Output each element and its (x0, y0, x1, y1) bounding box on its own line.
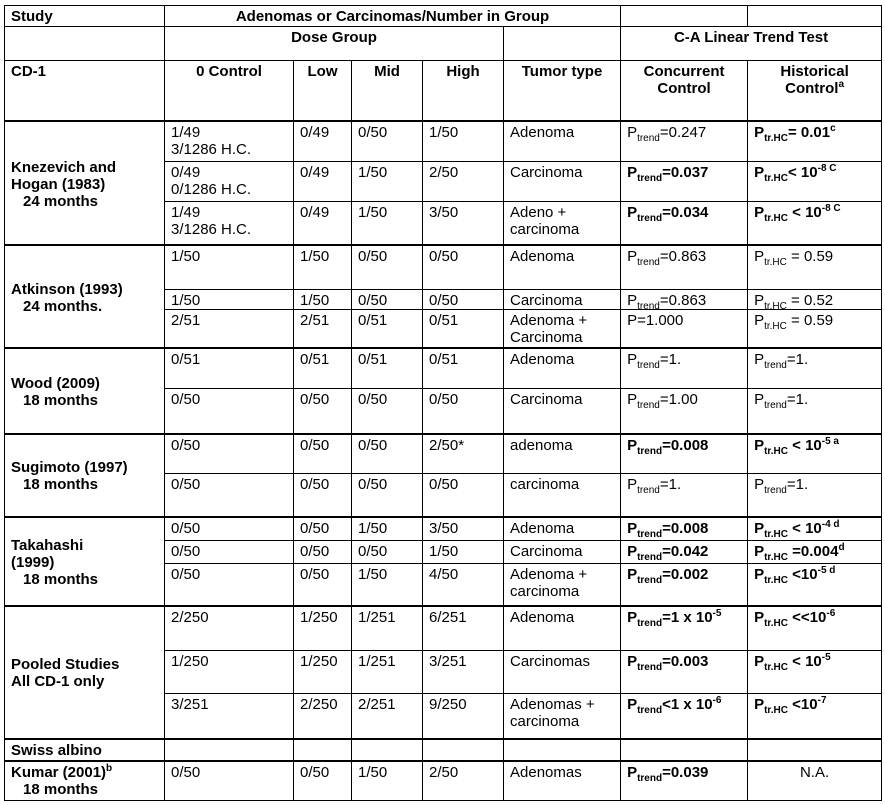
historical-control-p: $P_{tr.HC} = 0.52$ (748, 290, 882, 310)
control-value: 0/50 (165, 761, 294, 800)
control-value: 3/251 (165, 694, 294, 739)
strain-label-swiss: Swiss albino (5, 739, 165, 761)
concurrent-control-p: $P_{trend}=0.037$ (621, 162, 748, 202)
table-row (5, 121, 882, 161)
high-value: 0/50 (423, 290, 504, 310)
low-value: 0/49 (294, 202, 352, 245)
control-value: 0/50 (165, 540, 294, 563)
historical-control-p: N.A. (748, 761, 882, 800)
concurrent-control-p: $P_{trend}=0.039$ (621, 761, 748, 800)
high-value: 0/50 (423, 245, 504, 289)
high-value: 0/51 (423, 310, 504, 348)
tumor-type: carcinoma (504, 474, 621, 517)
concurrent-control-p: $P_{trend}=0.863$ (621, 245, 748, 289)
concurrent-control-p: $P_{trend}=0.863$ (621, 290, 748, 310)
mid-value: 1/251 (352, 606, 423, 650)
high-value: 9/250 (423, 694, 504, 739)
tumor-type: Carcinoma (504, 290, 621, 310)
mid-value: 1/50 (352, 761, 423, 800)
header-row-3 (5, 61, 882, 121)
mid-value: 2/251 (352, 694, 423, 739)
historical-control-p: $P_{tr.HC} <<10^{-6}$ (748, 606, 882, 650)
empty-header-cell (621, 6, 748, 27)
historical-control-p: $P_{tr.HC}< 10^{-8 C}$ (748, 162, 882, 202)
concurrent-control-p: P=1.000 (621, 310, 748, 348)
low-value: 0/51 (294, 348, 352, 388)
mid-value: 0/50 (352, 121, 423, 161)
mid-value: 0/50 (352, 388, 423, 433)
historical-control-p: $P_{tr.HC} <10^{-7}$ (748, 694, 882, 739)
mid-header: Mid (352, 61, 423, 121)
historical-control-p: $P_{tr.HC} < 10^{-4 d}$ (748, 517, 882, 540)
tumor-type: Carcinoma (504, 540, 621, 563)
low-value: 0/50 (294, 474, 352, 517)
mid-value: 1/251 (352, 650, 423, 693)
tumor-type: Adenoma (504, 245, 621, 289)
control-value: 1/49 3/1286 H.C. (165, 202, 294, 245)
mid-value: 0/50 (352, 290, 423, 310)
mid-value: 0/50 (352, 474, 423, 517)
high-value: 6/251 (423, 606, 504, 650)
mid-value: 0/50 (352, 245, 423, 289)
high-value: 1/50 (423, 121, 504, 161)
high-value: 3/50 (423, 517, 504, 540)
study-name-kumar: Kumar $(2001)^b$ 18 months (5, 761, 165, 800)
mid-value: 1/50 (352, 564, 423, 606)
historical-control-p: $P_{tr.HC}= 0.01^c$ (748, 121, 882, 161)
mid-value: 0/50 (352, 540, 423, 563)
low-value: 1/50 (294, 290, 352, 310)
low-value: 0/50 (294, 540, 352, 563)
low-value: 0/49 (294, 162, 352, 202)
high-value: 0/51 (423, 348, 504, 388)
mid-value: 0/51 (352, 348, 423, 388)
concurrent-control-header: Concurrent Control (621, 61, 748, 121)
adenomas-carcinomas-header: Adenomas or Carcinomas/Number in Group (165, 6, 621, 27)
low-value: 0/50 (294, 761, 352, 800)
high-value: 3/50 (423, 202, 504, 245)
low-value: 0/50 (294, 517, 352, 540)
empty-header-cell (748, 6, 882, 27)
concurrent-control-p: $P_{trend}=0.042$ (621, 540, 748, 563)
historical-control-p: $P_{tr.HC} = 0.59$ (748, 310, 882, 348)
high-value: 3/251 (423, 650, 504, 693)
mid-value: 1/50 (352, 162, 423, 202)
historical-control-p: $P_{tr.HC} < 10^{-5}$ (748, 650, 882, 693)
empty-header-cell (5, 27, 165, 61)
tumor-type: Carcinoma (504, 388, 621, 433)
table-row (5, 517, 882, 540)
tumor-type-header: Tumor type (504, 61, 621, 121)
study-name-knezevich: Knezevich and Hogan (1983) 24 months (5, 121, 165, 245)
control-value: 1/49 3/1286 H.C. (165, 121, 294, 161)
concurrent-control-p: $P_{trend}=0.003$ (621, 650, 748, 693)
high-value: 0/50 (423, 388, 504, 433)
concurrent-control-p: $P_{trend}=0.008$ (621, 434, 748, 474)
low-value: 0/49 (294, 121, 352, 161)
study-name-pooled: Pooled Studies All CD-1 only (5, 606, 165, 739)
tumor-type: Adenomas + carcinoma (504, 694, 621, 739)
strain-header: CD-1 (5, 61, 165, 121)
tumor-type: adenoma (504, 434, 621, 474)
table-row (5, 434, 882, 474)
high-value: 2/50* (423, 434, 504, 474)
historical-control-p: $P_{tr.HC} < 10^{-5 a}$ (748, 434, 882, 474)
mid-value: 1/50 (352, 517, 423, 540)
control-value: 1/50 (165, 290, 294, 310)
low-value: 2/51 (294, 310, 352, 348)
mid-value: 0/50 (352, 434, 423, 474)
empty-header-cell (504, 27, 621, 61)
historical-control-p: $P_{trend}=1$. (748, 348, 882, 388)
concurrent-control-p: $P_{trend}=0.002$ (621, 564, 748, 606)
control-value: 0/51 (165, 348, 294, 388)
control-header: 0 Control (165, 61, 294, 121)
low-value: 0/50 (294, 564, 352, 606)
concurrent-control-p: $P_{trend}=0.034$ (621, 202, 748, 245)
low-value: 1/250 (294, 606, 352, 650)
high-value: 4/50 (423, 564, 504, 606)
historical-control-p: $P_{tr.HC} <10^{-5 d}$ (748, 564, 882, 606)
concurrent-control-p: $P_{trend}=1$. (621, 474, 748, 517)
header-row-2 (5, 27, 882, 61)
tumor-type: Carcinoma (504, 162, 621, 202)
low-header: Low (294, 61, 352, 121)
tumor-type: Adenoma (504, 121, 621, 161)
strain-row-swiss (5, 739, 882, 761)
historical-control-header: Historical Control$^a$ (748, 61, 882, 121)
concurrent-control-p: $P_{trend}=0.247$ (621, 121, 748, 161)
tumor-type: Adenoma + carcinoma (504, 564, 621, 606)
tumor-type: Carcinomas (504, 650, 621, 693)
concurrent-control-p: $P_{trend}<1$ x $10^{-6}$ (621, 694, 748, 739)
table-row (5, 245, 882, 289)
table-row (5, 606, 882, 650)
study-name-sugimoto: Sugimoto (1997) 18 months (5, 434, 165, 518)
header-row-1 (5, 6, 882, 27)
concurrent-control-p: $P_{trend}=0.008$ (621, 517, 748, 540)
study-name-wood: Wood (2009) 18 months (5, 348, 165, 434)
mid-value: 1/50 (352, 202, 423, 245)
high-value: 0/50 (423, 474, 504, 517)
historical-control-p: $P_{tr.HC} = 0.59$ (748, 245, 882, 289)
historical-control-p: $P_{tr.HC} =0.004^d$ (748, 540, 882, 563)
control-value: 2/51 (165, 310, 294, 348)
control-value: 1/250 (165, 650, 294, 693)
high-value: 2/50 (423, 162, 504, 202)
tumor-type: Adeno + carcinoma (504, 202, 621, 245)
tumor-type: Adenoma (504, 517, 621, 540)
control-value: 1/50 (165, 245, 294, 289)
tumor-type: Adenoma (504, 606, 621, 650)
historical-control-p: $P_{trend}=1$. (748, 388, 882, 433)
study-header: Study (5, 6, 165, 27)
concurrent-control-p: $P_{trend}=1$ x $10^{-5}$ (621, 606, 748, 650)
control-value: 0/50 (165, 517, 294, 540)
high-value: 1/50 (423, 540, 504, 563)
trend-test-header: C-A Linear Trend Test (621, 27, 882, 61)
high-header: High (423, 61, 504, 121)
concurrent-control-p: $P_{trend}=1.00$ (621, 388, 748, 433)
study-results-table (4, 5, 882, 801)
concurrent-control-p: $P_{trend}=1$. (621, 348, 748, 388)
control-value: 0/50 (165, 434, 294, 474)
historical-control-p: $P_{trend}=1$. (748, 474, 882, 517)
historical-control-p: $P_{tr.HC} < 10^{-8 C}$ (748, 202, 882, 245)
control-value: 0/49 0/1286 H.C. (165, 162, 294, 202)
control-value: 0/50 (165, 388, 294, 433)
mid-value: 0/51 (352, 310, 423, 348)
study-name-atkinson: Atkinson (1993) 24 months. (5, 245, 165, 348)
table-row (5, 761, 882, 800)
low-value: 0/50 (294, 434, 352, 474)
tumor-type: Adenoma + Carcinoma (504, 310, 621, 348)
control-value: 0/50 (165, 564, 294, 606)
low-value: 1/50 (294, 245, 352, 289)
high-value: 2/50 (423, 761, 504, 800)
control-value: 2/250 (165, 606, 294, 650)
low-value: 1/250 (294, 650, 352, 693)
tumor-type: Adenomas (504, 761, 621, 800)
control-value: 0/50 (165, 474, 294, 517)
dose-group-header: Dose Group (165, 27, 504, 61)
low-value: 2/250 (294, 694, 352, 739)
tumor-type: Adenoma (504, 348, 621, 388)
low-value: 0/50 (294, 388, 352, 433)
table-row (5, 348, 882, 388)
study-name-takahashi: Takahashi (1999) 18 months (5, 517, 165, 606)
